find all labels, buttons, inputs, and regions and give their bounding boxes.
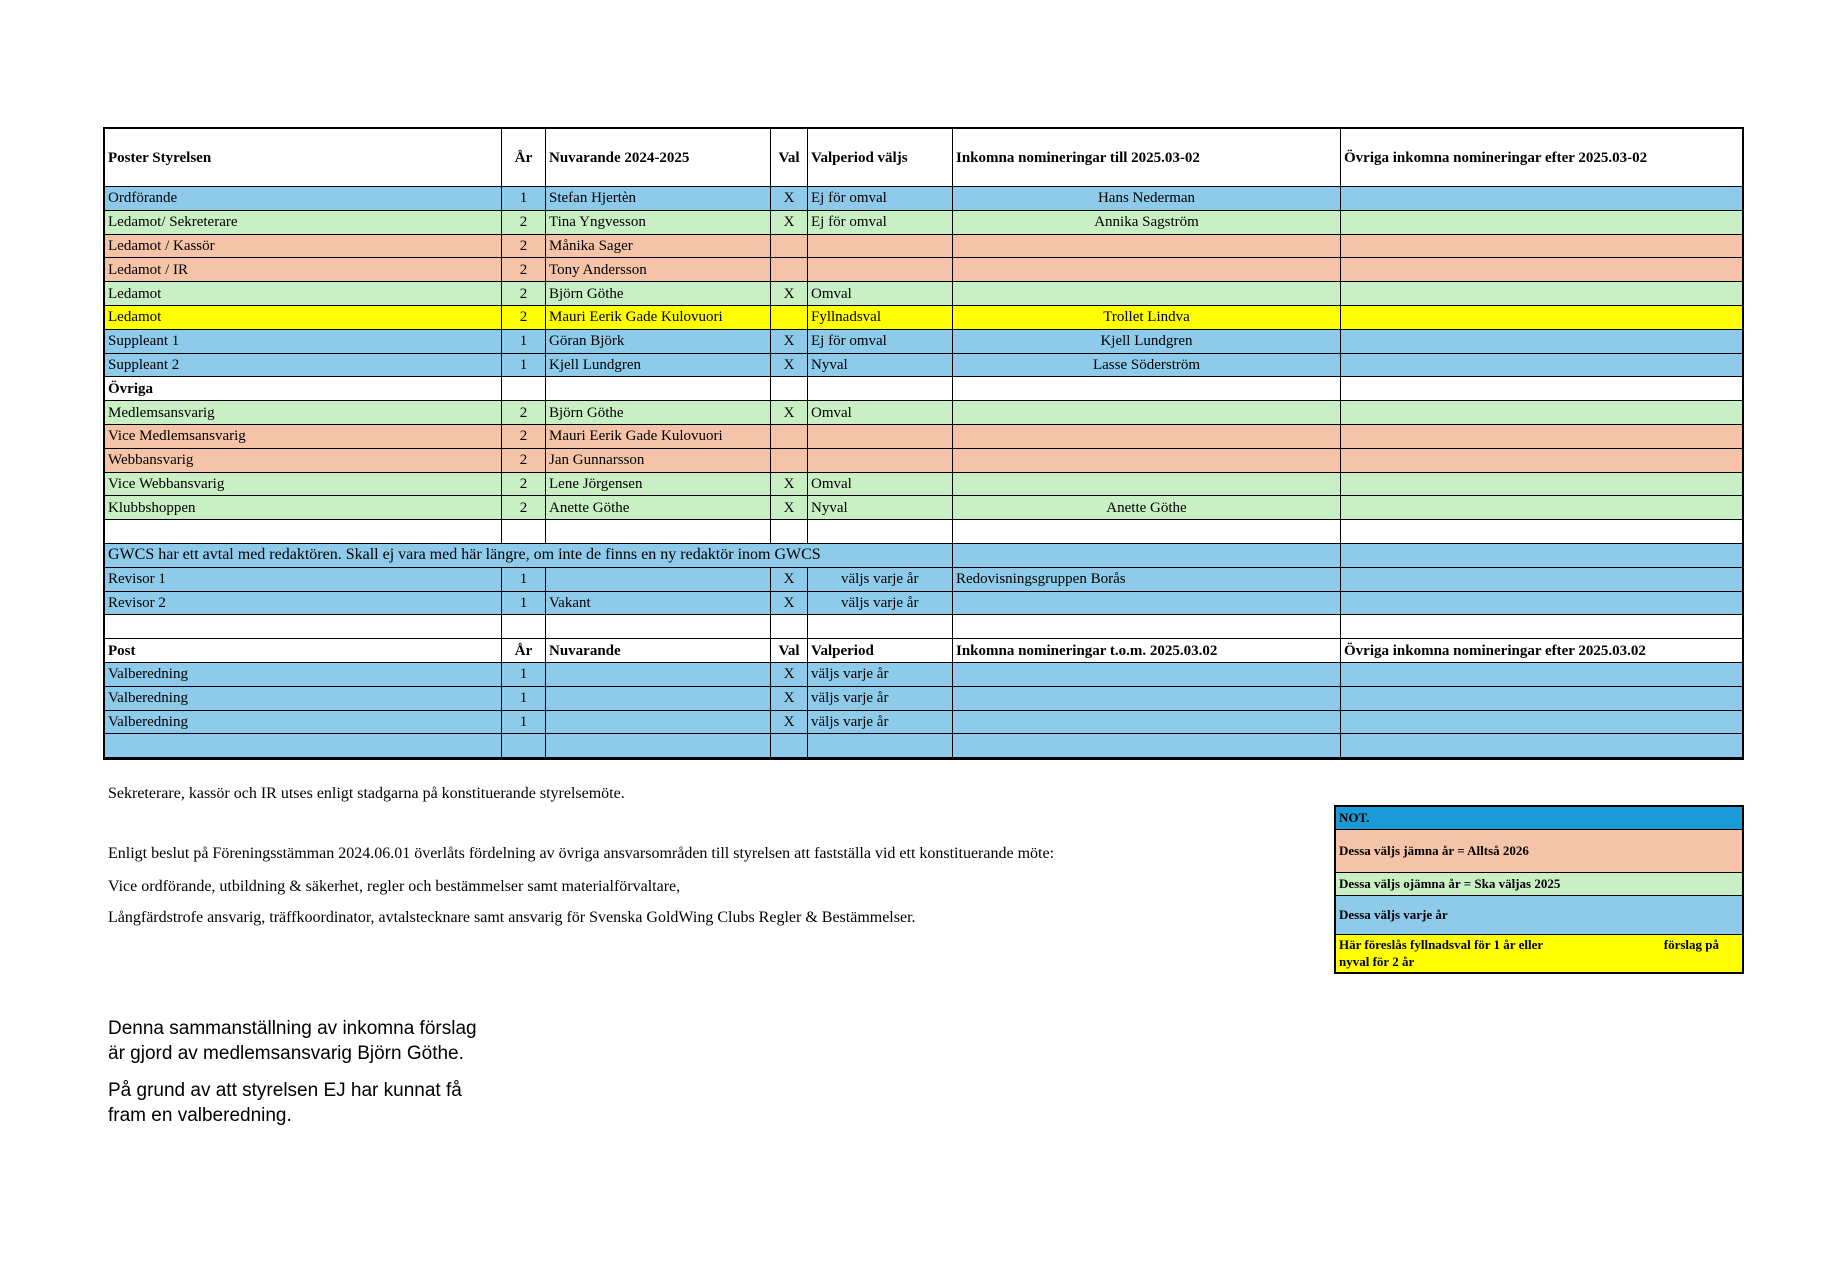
- cell-ovriga: [1341, 329, 1743, 353]
- legend-odd-years: Dessa väljs ojämna år = Ska väljas 2025: [1336, 873, 1742, 896]
- cell-ar: 2: [502, 496, 546, 520]
- cell-nuvarande: Anette Göthe: [546, 496, 771, 520]
- cell-nuvarande: Björn Göthe: [546, 401, 771, 425]
- cell-ar: 1: [502, 686, 546, 710]
- nomination-table-body: [105, 129, 1743, 759]
- cell-ar: 1: [502, 353, 546, 377]
- cell-inkomna: Trollet Lindva: [953, 305, 1341, 329]
- cell-inkomna: [953, 615, 1341, 639]
- table-row: [105, 305, 1743, 329]
- cell-val: [771, 424, 808, 448]
- cell-post: Ledamot / IR: [105, 258, 502, 282]
- section-ovriga-label: Övriga: [105, 377, 502, 401]
- cell-ar: 1: [502, 187, 546, 211]
- cell-ovriga: [1341, 187, 1743, 211]
- cell-post: [105, 520, 502, 544]
- cell-post: Suppleant 1: [105, 329, 502, 353]
- legend-box: [1334, 805, 1744, 974]
- cell-valperiod: [808, 734, 953, 758]
- cell-inkomna: [953, 282, 1341, 306]
- table-row: [105, 353, 1743, 377]
- table-header-row: [105, 129, 1743, 187]
- cell-nuvarande: Jan Gunnarsson: [546, 448, 771, 472]
- cell-nuvarande: Tina Yngvesson: [546, 210, 771, 234]
- table-row: [105, 210, 1743, 234]
- legend-fill-election: [1336, 935, 1742, 972]
- cell-ovriga: [1341, 567, 1743, 591]
- cell-ovriga: [1341, 472, 1743, 496]
- cell-val: X: [771, 353, 808, 377]
- cell-valperiod: [808, 448, 953, 472]
- gwcs-note: GWCS har ett avtal med redaktören. Skall ej vara med här längre, om inte de finns en ny redaktör inom GWCS: [105, 543, 953, 567]
- cell-post: Ledamot / Kassör: [105, 234, 502, 258]
- nomination-table: [104, 128, 1743, 759]
- cell-ar: 2: [502, 424, 546, 448]
- table-row: [105, 282, 1743, 306]
- table-row: [105, 234, 1743, 258]
- cell-ar: 1: [502, 591, 546, 615]
- cell-nuvarande: Mauri Eerik Gade Kulovuori: [546, 424, 771, 448]
- compiled-line-1: Denna sammanställning av inkomna förslag: [108, 1018, 477, 1039]
- cell-val: X: [771, 591, 808, 615]
- cell-inkomna: Kjell Lundgren: [953, 329, 1341, 353]
- cell-inkomna: [953, 520, 1341, 544]
- cell-inkomna: [953, 448, 1341, 472]
- header-ovriga: Övriga inkomna nomineringar efter 2025.03-02: [1341, 129, 1743, 187]
- table-row: [105, 591, 1743, 615]
- cell-val: [771, 520, 808, 544]
- cell-val: X: [771, 210, 808, 234]
- compiled-by-text: [108, 1016, 477, 1066]
- cell-val: [771, 615, 808, 639]
- valberedning-header-row: [105, 639, 1743, 663]
- subheader-post: Post: [105, 639, 502, 663]
- header-val: Val: [771, 129, 808, 187]
- cell-ar: 1: [502, 662, 546, 686]
- compiled-line-2: är gjord av medlemsansvarig Björn Göthe.: [108, 1043, 464, 1064]
- cell-ar: [502, 615, 546, 639]
- legend-fill-main: Här föreslås fyllnadsval för 1 år eller: [1339, 937, 1544, 952]
- section-ovriga-row: [105, 377, 1743, 401]
- cell-nuvarande: Tony Andersson: [546, 258, 771, 282]
- cell-val: [771, 234, 808, 258]
- cell-ovriga: [1341, 543, 1743, 567]
- cell-nuvarande: [546, 734, 771, 758]
- cell-val: X: [771, 329, 808, 353]
- table-row: [105, 401, 1743, 425]
- cell-val: X: [771, 401, 808, 425]
- cell-nuvarande: Kjell Lundgren: [546, 353, 771, 377]
- cell-val: [771, 448, 808, 472]
- cell-nuvarande: [546, 686, 771, 710]
- compiled-line-3: På grund av att styrelsen EJ har kunnat få: [108, 1080, 462, 1101]
- table-row: [105, 424, 1743, 448]
- cell-valperiod: [808, 520, 953, 544]
- table-row: [105, 258, 1743, 282]
- cell-ar: 2: [502, 472, 546, 496]
- table-row: [105, 448, 1743, 472]
- cell-ar: 2: [502, 234, 546, 258]
- cell-ovriga: [1341, 448, 1743, 472]
- cell-post: Valberedning: [105, 662, 502, 686]
- cell-post: Revisor 2: [105, 591, 502, 615]
- cell-inkomna: [953, 424, 1341, 448]
- cell-ar: [502, 377, 546, 401]
- table-row: [105, 686, 1743, 710]
- subheader-ar: År: [502, 639, 546, 663]
- cell-valperiod: Omval: [808, 472, 953, 496]
- cell-ovriga: [1341, 258, 1743, 282]
- cell-inkomna: [953, 401, 1341, 425]
- cell-nuvarande: [546, 520, 771, 544]
- subheader-val: Val: [771, 639, 808, 663]
- cell-inkomna: Anette Göthe: [953, 496, 1341, 520]
- cell-ovriga: [1341, 377, 1743, 401]
- cell-valperiod: [808, 424, 953, 448]
- cell-post: Klubbshoppen: [105, 496, 502, 520]
- cell-inkomna: Lasse Söderström: [953, 353, 1341, 377]
- legend-every-year: Dessa väljs varje år: [1336, 896, 1742, 935]
- table-row: [105, 567, 1743, 591]
- subheader-inkomna: Inkomna nomineringar t.o.m. 2025.03.02: [953, 639, 1341, 663]
- table-row: [105, 710, 1743, 734]
- cell-ovriga: [1341, 734, 1743, 758]
- cell-inkomna: [953, 710, 1341, 734]
- cell-valperiod: väljs varje år: [808, 591, 953, 615]
- cell-post: Webbansvarig: [105, 448, 502, 472]
- cell-inkomna: [953, 686, 1341, 710]
- cell-valperiod: Nyval: [808, 496, 953, 520]
- cell-valperiod: väljs varje år: [808, 686, 953, 710]
- cell-nuvarande: Stefan Hjertèn: [546, 187, 771, 211]
- cell-ovriga: [1341, 520, 1743, 544]
- cell-valperiod: Nyval: [808, 353, 953, 377]
- cell-inkomna: [953, 591, 1341, 615]
- cell-ar: 1: [502, 329, 546, 353]
- cell-post: Vice Webbansvarig: [105, 472, 502, 496]
- cell-valperiod: [808, 258, 953, 282]
- subheader-ovriga: Övriga inkomna nomineringar efter 2025.03.02: [1341, 639, 1743, 663]
- cell-inkomna: [953, 734, 1341, 758]
- cell-ar: 2: [502, 448, 546, 472]
- cell-val: X: [771, 187, 808, 211]
- cell-val: [771, 305, 808, 329]
- cell-ovriga: [1341, 662, 1743, 686]
- cell-val: X: [771, 662, 808, 686]
- table-row: [105, 662, 1743, 686]
- cell-nuvarande: [546, 710, 771, 734]
- empty-row: [105, 734, 1743, 758]
- cell-ar: 1: [502, 567, 546, 591]
- cell-inkomna: [953, 662, 1341, 686]
- cell-inkomna: Redovisningsgruppen Borås: [953, 567, 1341, 591]
- cell-val: X: [771, 567, 808, 591]
- cell-ovriga: [1341, 686, 1743, 710]
- cell-post: Medlemsansvarig: [105, 401, 502, 425]
- cell-inkomna: Hans Nederman: [953, 187, 1341, 211]
- cell-valperiod: Omval: [808, 401, 953, 425]
- cell-post: [105, 734, 502, 758]
- no-nomination-committee-text: [108, 1078, 462, 1128]
- cell-val: [771, 377, 808, 401]
- cell-valperiod: väljs varje år: [808, 567, 953, 591]
- cell-inkomna: [953, 258, 1341, 282]
- cell-ar: 2: [502, 282, 546, 306]
- cell-valperiod: Ej för omval: [808, 210, 953, 234]
- cell-val: X: [771, 710, 808, 734]
- cell-valperiod: Ej för omval: [808, 329, 953, 353]
- cell-val: [771, 258, 808, 282]
- cell-post: Suppleant 2: [105, 353, 502, 377]
- compiled-line-4: fram en valberedning.: [108, 1105, 292, 1126]
- cell-post: Ledamot: [105, 282, 502, 306]
- cell-val: [771, 734, 808, 758]
- table-row: [105, 496, 1743, 520]
- header-nuvarande: Nuvarande 2024-2025: [546, 129, 771, 187]
- cell-post: [105, 615, 502, 639]
- cell-val: X: [771, 496, 808, 520]
- table-row: [105, 472, 1743, 496]
- legend-even-years: Dessa väljs jämna år = Alltså 2026: [1336, 830, 1742, 873]
- subheader-nuvarande: Nuvarande: [546, 639, 771, 663]
- cell-ovriga: [1341, 710, 1743, 734]
- cell-inkomna: [953, 234, 1341, 258]
- cell-ovriga: [1341, 424, 1743, 448]
- cell-ar: 2: [502, 401, 546, 425]
- gwcs-note-row: [105, 543, 1743, 567]
- cell-valperiod: [808, 377, 953, 401]
- cell-post: Revisor 1: [105, 567, 502, 591]
- cell-ovriga: [1341, 353, 1743, 377]
- cell-ovriga: [1341, 401, 1743, 425]
- cell-post: Valberedning: [105, 710, 502, 734]
- cell-ovriga: [1341, 210, 1743, 234]
- subheader-valperiod: Valperiod: [808, 639, 953, 663]
- cell-post: Ordförande: [105, 187, 502, 211]
- cell-post: Ledamot: [105, 305, 502, 329]
- cell-ar: [502, 734, 546, 758]
- cell-ovriga: [1341, 496, 1743, 520]
- cell-valperiod: Ej för omval: [808, 187, 953, 211]
- cell-inkomna: [953, 472, 1341, 496]
- cell-valperiod: Fyllnadsval: [808, 305, 953, 329]
- note-roles-2: Långfärdstrofe ansvarig, träffkoordinator, avtalstecknare samt ansvarig för Svenska GoldWing Clubs Regler & Bestämmelser.: [108, 909, 916, 926]
- cell-val: X: [771, 472, 808, 496]
- cell-ovriga: [1341, 234, 1743, 258]
- note-roles-1: Vice ordförande, utbildning & säkerhet, regler och bestämmelser samt materialförvaltare,: [108, 878, 681, 895]
- cell-nuvarande: [546, 615, 771, 639]
- cell-nuvarande: Månika Sager: [546, 234, 771, 258]
- cell-ar: 2: [502, 210, 546, 234]
- cell-nuvarande: Mauri Eerik Gade Kulovuori: [546, 305, 771, 329]
- cell-nuvarande: Göran Björk: [546, 329, 771, 353]
- legend-title: NOT.: [1336, 807, 1742, 830]
- cell-nuvarande: Lene Jörgensen: [546, 472, 771, 496]
- cell-post: Ledamot/ Sekreterare: [105, 210, 502, 234]
- cell-val: X: [771, 282, 808, 306]
- cell-post: Vice Medlemsansvarig: [105, 424, 502, 448]
- cell-ar: 2: [502, 258, 546, 282]
- header-post: Poster Styrelsen: [105, 129, 502, 187]
- cell-ar: 2: [502, 305, 546, 329]
- cell-inkomna: [953, 377, 1341, 401]
- cell-nuvarande: [546, 662, 771, 686]
- cell-ovriga: [1341, 282, 1743, 306]
- cell-ar: 1: [502, 710, 546, 734]
- cell-ar: [502, 520, 546, 544]
- header-ar: År: [502, 129, 546, 187]
- cell-nuvarande: Vakant: [546, 591, 771, 615]
- cell-nuvarande: Björn Göthe: [546, 282, 771, 306]
- cell-valperiod: [808, 615, 953, 639]
- cell-nuvarande: [546, 567, 771, 591]
- note-decision: Enligt beslut på Föreningsstämman 2024.06.01 överlåts fördelning av övriga ansvarsområden till styrelsen att fastställa vid ett konstituerande möte:: [108, 845, 1055, 862]
- cell-valperiod: väljs varje år: [808, 662, 953, 686]
- cell-ovriga: [1341, 615, 1743, 639]
- cell-valperiod: Omval: [808, 282, 953, 306]
- cell-val: X: [771, 686, 808, 710]
- table-row: [105, 329, 1743, 353]
- cell-post: Valberedning: [105, 686, 502, 710]
- header-inkomna: Inkomna nomineringar till 2025.03-02: [953, 129, 1341, 187]
- legend-fill-tail: förslag på: [1663, 937, 1719, 952]
- empty-row: [105, 520, 1743, 544]
- cell-ovriga: [1341, 591, 1743, 615]
- table-row: [105, 187, 1743, 211]
- cell-valperiod: [808, 234, 953, 258]
- cell-ovriga: [1341, 305, 1743, 329]
- cell-inkomna: [953, 543, 1341, 567]
- cell-inkomna: Annika Sagström: [953, 210, 1341, 234]
- note-secretary: Sekreterare, kassör och IR utses enligt stadgarna på konstituerande styrelsemöte.: [108, 785, 625, 802]
- cell-nuvarande: [546, 377, 771, 401]
- empty-row: [105, 615, 1743, 639]
- legend-fill-line2: nyval för 2 år: [1339, 954, 1415, 969]
- cell-valperiod: väljs varje år: [808, 710, 953, 734]
- header-valperiod: Valperiod väljs: [808, 129, 953, 187]
